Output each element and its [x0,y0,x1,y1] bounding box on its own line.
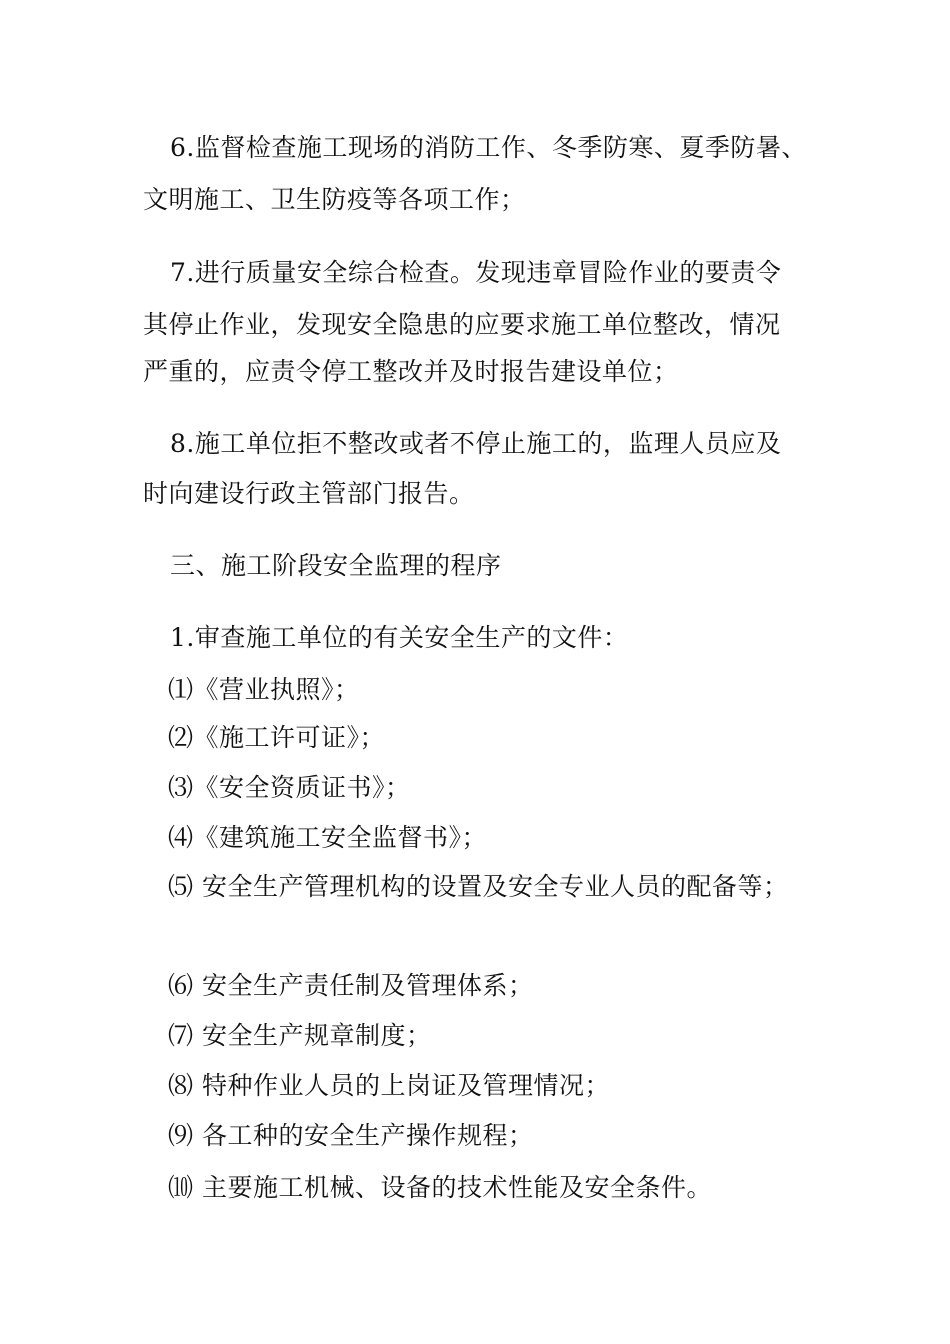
list-item: ⑸ 安全生产管理机构的设置及安全专业人员的配备等； [168,872,789,901]
list-item: ⑴《营业执照》； [168,675,360,704]
paragraph-8-line-1: 8.施工单位拒不整改或者不停止施工的，监理人员应及 [170,429,782,458]
paragraph-7-line-2: 其停止作业，发现安全隐患的应要求施工单位整改，情况 [143,310,781,339]
list-item: ⑺ 安全生产规章制度； [168,1021,432,1050]
section-heading: 三、施工阶段安全监理的程序 [170,551,502,580]
subheading: 1.审查施工单位的有关安全生产的文件： [170,623,629,652]
paragraph-8-line-2: 时向建设行政主管部门报告。 [143,479,475,508]
list-item: ⑷《建筑施工安全监督书》； [168,823,488,852]
list-item: ⑹ 安全生产责任制及管理体系； [168,971,534,1000]
paragraph-7-line-3: 严重的，应责令停工整改并及时报告建设单位； [143,357,679,386]
paragraph-6-line-2: 文明施工、卫生防疫等各项工作； [143,185,526,214]
list-item: ⑵《施工许可证》； [168,723,386,752]
list-item: ⑼ 各工种的安全生产操作规程； [168,1121,534,1150]
list-item: ⑶《安全资质证书》； [168,773,411,802]
paragraph-7-line-1: 7.进行质量安全综合检查。发现违章冒险作业的要责令 [170,258,782,287]
list-item: ⑽ 主要施工机械、设备的技术性能及安全条件。 [168,1173,712,1202]
list-item: ⑻ 特种作业人员的上岗证及管理情况； [168,1071,610,1100]
paragraph-6-line-1: 6.监督检查施工现场的消防工作、冬季防寒、夏季防暑、 [170,133,807,162]
